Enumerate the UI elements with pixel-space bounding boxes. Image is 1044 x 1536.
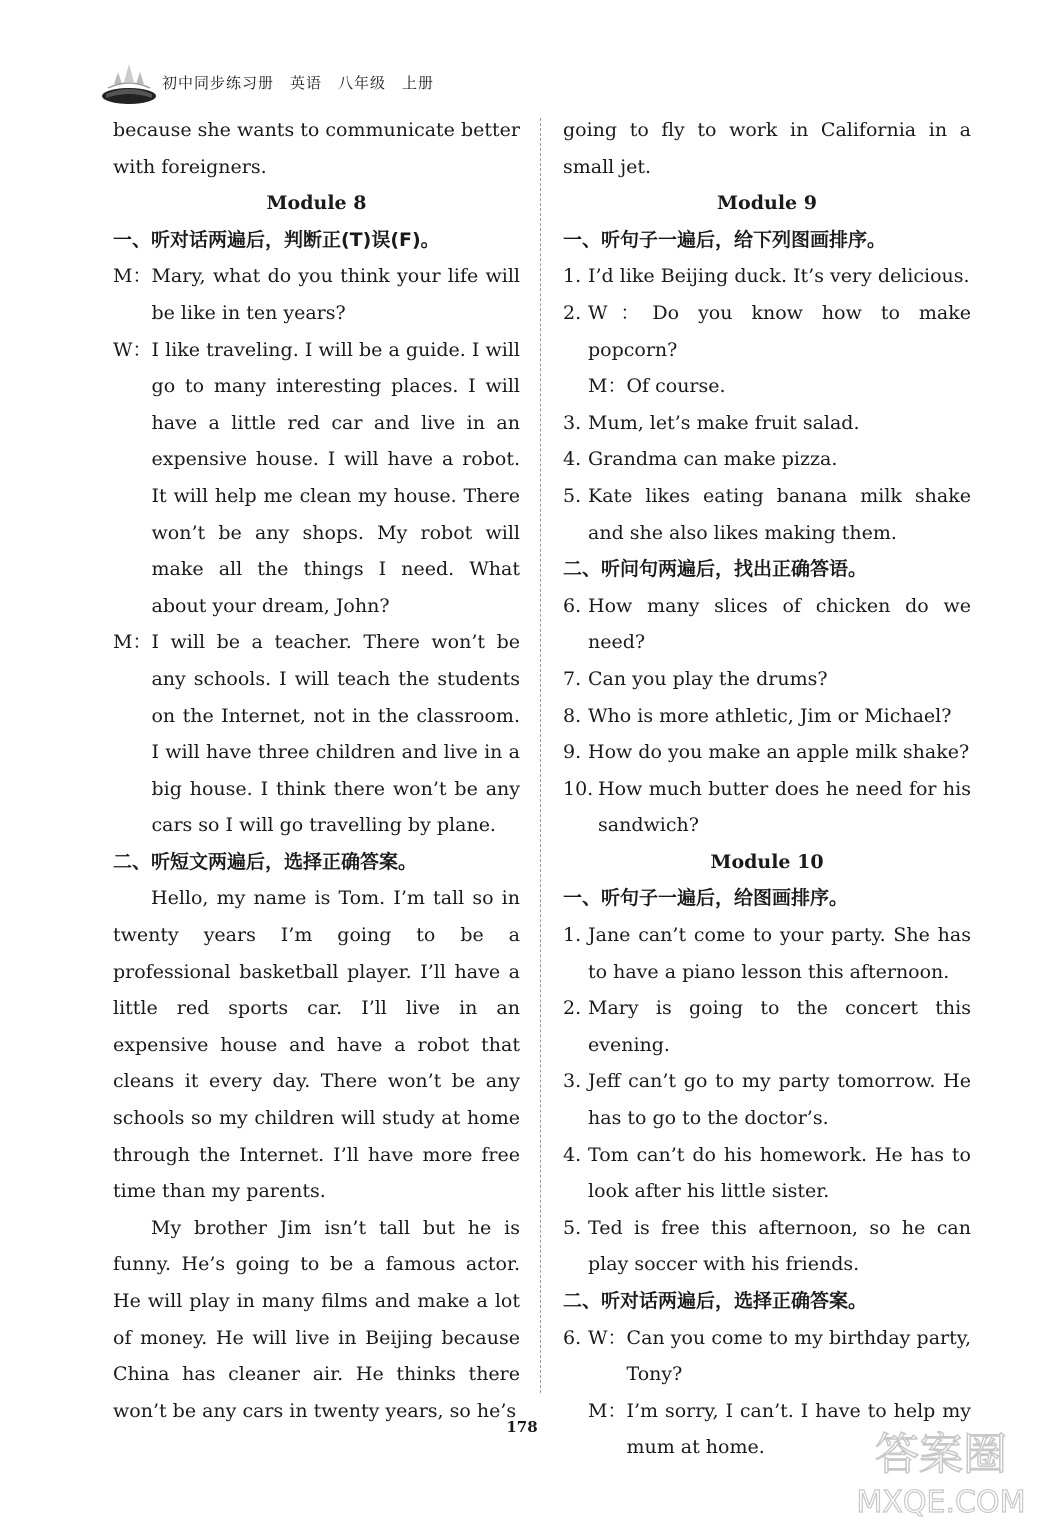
item-text: How much butter does he need for his sandwich? — [598, 777, 971, 837]
item-text: Ted is free this afternoon, so he can play soccer with his friends. — [588, 1216, 971, 1276]
list-item — [563, 1320, 971, 1393]
item-number: 6. — [563, 1326, 582, 1349]
item-number: 1. — [563, 265, 582, 288]
dialog-text: I like traveling. I will be a guide. I will go to many interesting places. I will have a little red car and live in an expensive house. I will have a robot. It will help me clean my house. There won’t be any shops. My robot will make all the things I need. What about your dream, John? — [151, 338, 520, 617]
dialog-text: Mary, what do you think your life will be like in ten years? — [151, 265, 520, 324]
item-text: How do you make an apple milk shake? — [588, 741, 970, 764]
section-title: 二、听短文两遍后，选择正确答案。 — [113, 850, 418, 873]
speaker-label: M： — [588, 1399, 627, 1422]
item-number: 4. — [563, 448, 582, 471]
item-number: 6. — [563, 594, 582, 617]
item-text: Tom can’t do his homework. He has to look after his little sister. — [588, 1143, 971, 1203]
dialog-text: Can you come to my birthday party, Tony? — [626, 1326, 971, 1386]
reply-text — [588, 368, 971, 405]
item-number: 3. — [563, 1070, 582, 1093]
list-item — [563, 478, 971, 551]
section-title: 一、听句子一遍后，给图画排序。 — [563, 887, 849, 910]
item-text: Mary is going to the concert this evening. — [588, 997, 971, 1056]
item-number: 5. — [563, 484, 582, 507]
list-item — [563, 405, 971, 442]
section-title: 一、听对话两遍后，判断正(T)误(F)。 — [113, 228, 440, 251]
item-number: 3. — [563, 411, 582, 434]
list-item — [563, 990, 971, 1063]
dialog-text: Do you know how to make popcorn? — [588, 301, 971, 361]
item-text: Mum, let’s make fruit salad. — [588, 411, 860, 434]
page-header — [100, 58, 520, 108]
module-8-title: Module 8 — [266, 192, 367, 215]
intro-text: because she wants to communicate better with foreigners. — [113, 119, 520, 178]
dialog-line — [113, 332, 520, 625]
speaker-label: W： — [113, 338, 152, 361]
list-item — [563, 734, 971, 771]
item-text: I’d like Beijing duck. It’s very delicious. — [588, 265, 970, 288]
item-number: 2. — [563, 997, 582, 1020]
item-number: 4. — [563, 1143, 582, 1166]
list-item — [563, 1063, 971, 1136]
item-text: Jeff can’t go to my party tomorrow. He has to go to the doctor’s. — [588, 1070, 971, 1130]
dialog-text: Of course. — [626, 375, 726, 398]
dialog-text: I will be a teacher. There won’t be any schools. I will teach the students on the Internet, not in the classroom. I will have three children and live in a big house. I think there won’t be any cars so I will go travelling by plane. — [151, 631, 520, 837]
item-number: 10. — [563, 777, 594, 800]
list-item — [563, 771, 971, 844]
module-10-title: Module 10 — [710, 850, 824, 873]
speaker-label: W： — [588, 1326, 627, 1349]
item-number: 8. — [563, 704, 582, 727]
item-text — [588, 295, 971, 368]
list-item — [563, 917, 971, 990]
item-number: 9. — [563, 741, 582, 764]
speaker-label: W： — [588, 301, 653, 324]
item-text: Who is more athletic, Jim or Michael? — [588, 704, 952, 727]
list-item — [563, 588, 971, 661]
item-text: Grandma can make pizza. — [588, 448, 838, 471]
column-divider — [540, 118, 541, 1393]
speaker-label: M： — [113, 631, 152, 654]
list-item — [563, 1137, 971, 1210]
item-text: Jane can’t come to your party. She has to have a piano lesson this afternoon. — [588, 924, 971, 983]
item-number: 7. — [563, 667, 582, 690]
list-item — [563, 258, 971, 295]
section-title: 二、听问句两遍后，找出正确答语。 — [563, 558, 868, 581]
continuation-text: going to fly to work in California in a small jet. — [563, 119, 971, 178]
header-title: 初中同步练习册 英语 八年级 上册 — [162, 74, 435, 92]
site-watermark-logo — [856, 1414, 1026, 1524]
module-9-title: Module 9 — [717, 192, 817, 215]
passage-paragraph: My brother Jim isn’t tall but he is funny. He’s going to be a famous actor. He will play in many films and make a lot of money. He will live in Beijing because China has cleaner air. He thinks there won’t be any cars in twenty years, so he’s — [113, 1216, 520, 1422]
dialog-reply — [563, 368, 971, 405]
item-number: 1. — [563, 924, 582, 947]
dialog-text: I’m sorry, I can’t. I have to help my mum at home. — [626, 1399, 971, 1459]
item-number: 2. — [563, 301, 582, 324]
speaker-label: M： — [113, 265, 152, 288]
dialog-line — [588, 1320, 971, 1393]
speaker-label: M： — [588, 375, 627, 398]
section-title: 一、听句子一遍后，给下列图画排序。 — [563, 228, 887, 251]
item-text: Kate likes eating banana milk shake and she also likes making them. — [588, 484, 971, 544]
right-column — [563, 112, 971, 1466]
svg-text:MXQE.COM: MXQE.COM — [856, 1485, 1026, 1520]
svg-text:答案圈: 答案圈 — [875, 1429, 1007, 1480]
list-item — [563, 661, 971, 698]
passage-paragraph: Hello, my name is Tom. I’m tall so in twenty years I’m going to be a professional basketball player. I’ll have a little red sports car. I’ll live in an expensive house and have a robot that cleans it every day. There won’t be any schools so my children will study at home through the Internet. I’ll have more free time than my parents. — [113, 887, 520, 1203]
dialog-line — [113, 258, 520, 331]
page-number: 178 — [506, 1418, 538, 1436]
list-item — [563, 295, 971, 368]
left-column — [113, 112, 520, 1429]
book-logo-icon — [100, 58, 158, 106]
item-text: Can you play the drums? — [588, 667, 828, 690]
item-number: 5. — [563, 1216, 582, 1239]
item-text: How many slices of chicken do we need? — [588, 594, 971, 654]
dialog-line — [113, 624, 520, 844]
list-item — [563, 441, 971, 478]
list-item — [563, 698, 971, 735]
list-item — [563, 1210, 971, 1283]
section-title: 二、听对话两遍后，选择正确答案。 — [563, 1290, 868, 1312]
